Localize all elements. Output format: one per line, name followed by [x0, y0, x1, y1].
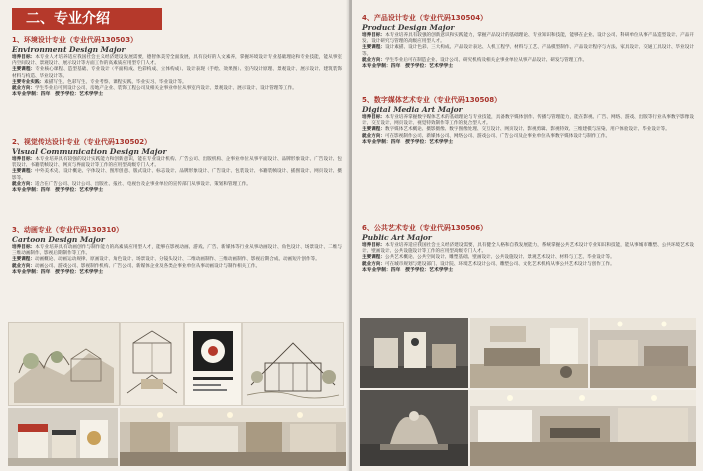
poster-design-image: [184, 322, 242, 406]
paragraph-text: 数字媒体艺术概论、摄影摄像、数字图像处理、交互设计、网页设计、影视剪辑、影视特效、三维建模与渲染、用户体验设计、毕业设计等。: [384, 127, 670, 133]
paragraph-text: 本专业人才培养适应我国社会主义经济建设发展需要，德智体美劳全面发展，具有良好的人文素养，掌握环境设计专业基础理论和专业技能，能从事室内空间设计、景观设计、展示设计等方面工作的高素质应用型专门人才。: [12, 55, 342, 67]
paragraph-label: 主要课程：: [12, 67, 36, 73]
landscape-sketch-image: [8, 322, 120, 406]
major-english-title: Digital Media Art Major: [362, 105, 463, 114]
interior-hall-image: [120, 408, 346, 466]
major-english-title: Public Art Major: [362, 233, 432, 242]
major-paragraph: [12, 55, 342, 67]
packaging-design-image: [8, 408, 118, 466]
paragraph-label: 主要课程：: [12, 169, 36, 175]
degree-info: 本专业学制：四年 授予学位：艺术学学士: [12, 269, 104, 275]
paragraph-text: 适合在广告公司、设计公司、出版社、报社、电视台及企事业单位的宣传部门从事设计、策划和管理工作。: [34, 181, 251, 187]
interior-sketch-image: [120, 322, 184, 406]
major-digital-media-art: [362, 96, 694, 146]
paragraph-text: 学生毕业后可到设计公司、房地产企业、装饰工程公司及相关企事业单位从事室内设计、景观设计、展示设计、设计管理等工作。: [34, 86, 297, 92]
paragraph-text: 动画概论、动画运动规律、原画设计、角色设计、场景设计、分镜头设计、二维动画制作、三维动画制作、影视后期合成、动画短片创作等。: [34, 257, 320, 263]
paragraph-label: 主要课程：: [362, 45, 386, 51]
section-banner: 二、专业介绍: [12, 8, 162, 30]
degree-info: 本专业学制：四年 授予学位：艺术学学士: [362, 139, 454, 145]
paragraph-label: 主要课程：: [362, 127, 385, 133]
major-paragraph: [362, 243, 694, 255]
degree-info: 本专业学制：四年 授予学位：艺术学学士: [12, 92, 104, 98]
major-title: 1、环境设计专业（专业代码130503）: [12, 36, 138, 44]
major-paragraph: [12, 67, 342, 79]
major-paragraph: [362, 115, 694, 127]
paragraph-label: 主要课程：: [362, 255, 385, 261]
major-paragraph: [12, 169, 342, 181]
paragraph-text: 可在城市规划与建设部门、设计院、环境艺术设计公司、雕塑公司、文化艺术机构从事公共艺术设计与创作工作。: [384, 261, 615, 267]
major-english-title: Product Design Major: [362, 23, 455, 32]
paragraph-label: 培养目标：: [12, 245, 36, 250]
major-cartoon-design: [12, 226, 342, 276]
left-page: [0, 0, 349, 471]
paragraph-text: 公共艺术概论、公共空间设计、雕塑基础、壁画设计、公共设施设计、景观艺术设计、材料与工艺、毕业设计等。: [384, 255, 615, 261]
product-display-image: [360, 318, 468, 388]
paragraph-text: 学生毕业后可在制造企业、设计公司、研究机构及相关企事业单位从事产品设计、研发与管理工作。: [384, 57, 588, 63]
major-title: 4、产品设计专业（专业代码130504）: [362, 14, 488, 22]
lounge-interior-image: [590, 318, 696, 388]
major-paragraph: [362, 33, 694, 45]
paragraph-text: 本专业培养适应我国社会主义经济建设需要，具有健全人格和自我发展能力，系统掌握公共艺术设计专业知识和技能，能从事城市雕塑、公共环境艺术设计、壁画设计、公共设施设计等工作的应用型高级专门人才。: [362, 243, 694, 255]
paragraph-text: 设计素描、设计色彩、三大构成、产品设计表达、人机工程学、材料与工艺、产品模型制作、产品设计程序与方法、家具设计、交通工具设计、毕业设计等。: [362, 45, 694, 57]
paragraph-label: 就业方向：: [362, 261, 385, 267]
major-title: 5、数字媒体艺术专业（专业代码130508）: [362, 96, 502, 104]
major-visual-communication: [12, 138, 342, 194]
major-product-design: [362, 14, 694, 70]
sculpture-exhibit-image: [360, 390, 468, 466]
major-english-title: Environment Design Major: [12, 45, 126, 54]
major-environment-design: [12, 36, 342, 99]
major-title: 3、动画专业（专业代码130310）: [12, 226, 124, 234]
major-english-title: Cartoon Design Major: [12, 235, 105, 244]
paragraph-text: 专业核心课程、造型基础、专业设计（平面构成、色彩构成、立体构成）、设计表现（手绘、效果图）、室内设计原理、景观设计、展示设计、建筑装饰材料与构造、毕业设计等。: [12, 67, 342, 79]
major-title: 2、视觉传达设计专业（专业代码130502）: [12, 138, 152, 146]
degree-info: 本专业学制：四年 授予学位：艺术学学士: [362, 64, 454, 70]
paragraph-label: 培养目标：: [12, 55, 36, 60]
degree-info: 本专业学制：四年 授予学位：艺术学学士: [12, 188, 104, 194]
paragraph-label: 就业方向：: [12, 86, 35, 92]
paragraph-text: 素描写生、色彩写生、专业考察、课程实践、毕业实习、毕业设计等。: [44, 79, 187, 85]
major-paragraph: [12, 157, 342, 169]
paragraph-label: 培养目标：: [362, 115, 386, 120]
paragraph-text: 本专业培养具有较强的创新意识和实践能力，掌握产品设计的基础理论、专业知识和技能，能够在企业、设计公司、科研单位从事产品造型设计、产品开发、设计研究与管理的高级应用型人才。: [362, 33, 694, 45]
paragraph-text: 本专业培养掌握数字媒体艺术的基础理论与专业技能，具备数字媒体创作、传播与管理能力，能在影视、广告、网络、游戏、出版等行业从事数字影像设计、交互设计、网页设计、视觉特效制作等工作的复合型人才。: [362, 115, 694, 127]
major-title: 6、公共艺术专业（专业代码130506）: [362, 224, 488, 232]
paragraph-label: 就业方向：: [12, 263, 35, 269]
major-english-title: Visual Communication Design Major: [12, 147, 167, 156]
paragraph-label: 培养目标：: [362, 33, 386, 38]
paragraph-text: 可在影视制作公司、新媒体公司、网络公司、游戏公司、广告公司及企事业单位从事数字媒体设计与制作工作。: [384, 133, 611, 139]
major-paragraph: [12, 245, 342, 257]
paragraph-text: 动画公司、游戏公司、影视制作机构、广告公司、新媒体企业及各类企事业单位从事动画设计与制作相关工作。: [34, 263, 261, 269]
paragraph-label: 培养目标：: [362, 243, 386, 248]
open-plan-interior-image: [470, 390, 696, 466]
right-page: [352, 0, 703, 471]
degree-info: 本专业学制：四年 授予学位：艺术学学士: [362, 267, 454, 273]
major-public-art: [362, 224, 694, 274]
living-room-image: [470, 318, 588, 388]
paragraph-label: 就业方向：: [12, 181, 35, 187]
paragraph-text: 本专业培养具有动画创作与制作能力的高素质应用型人才，能够在影视动画、游戏、广告、新媒体等行业从事动画设计、角色设计、场景设计、二维与三维动画制作、影视后期制作等工作。: [12, 245, 342, 257]
paragraph-label: 主要课程：: [12, 257, 35, 263]
paragraph-text: 中外美术史、设计概论、字体设计、图形创意、版式设计、标志设计、品牌形象设计、广告设计、包装设计、书籍装帧设计、插图设计、网页设计、摄影等。: [12, 169, 342, 181]
major-paragraph: [362, 45, 694, 57]
architecture-drawing-image: [242, 322, 344, 406]
paragraph-label: 就业方向：: [362, 57, 385, 63]
paragraph-label: 就业方向：: [362, 133, 385, 139]
paragraph-label: 主要专业实践：: [12, 79, 45, 85]
paragraph-text: 本专业培养具有较强的设计实践能力和创新意识，能在专业设计机构、广告公司、出版机构、企事业单位从事平面设计、品牌形象设计、广告设计、包装设计、书籍装帧设计、网页与界面设计等工作的应用型高级专门人才。: [12, 157, 342, 169]
paragraph-label: 培养目标：: [12, 157, 36, 162]
